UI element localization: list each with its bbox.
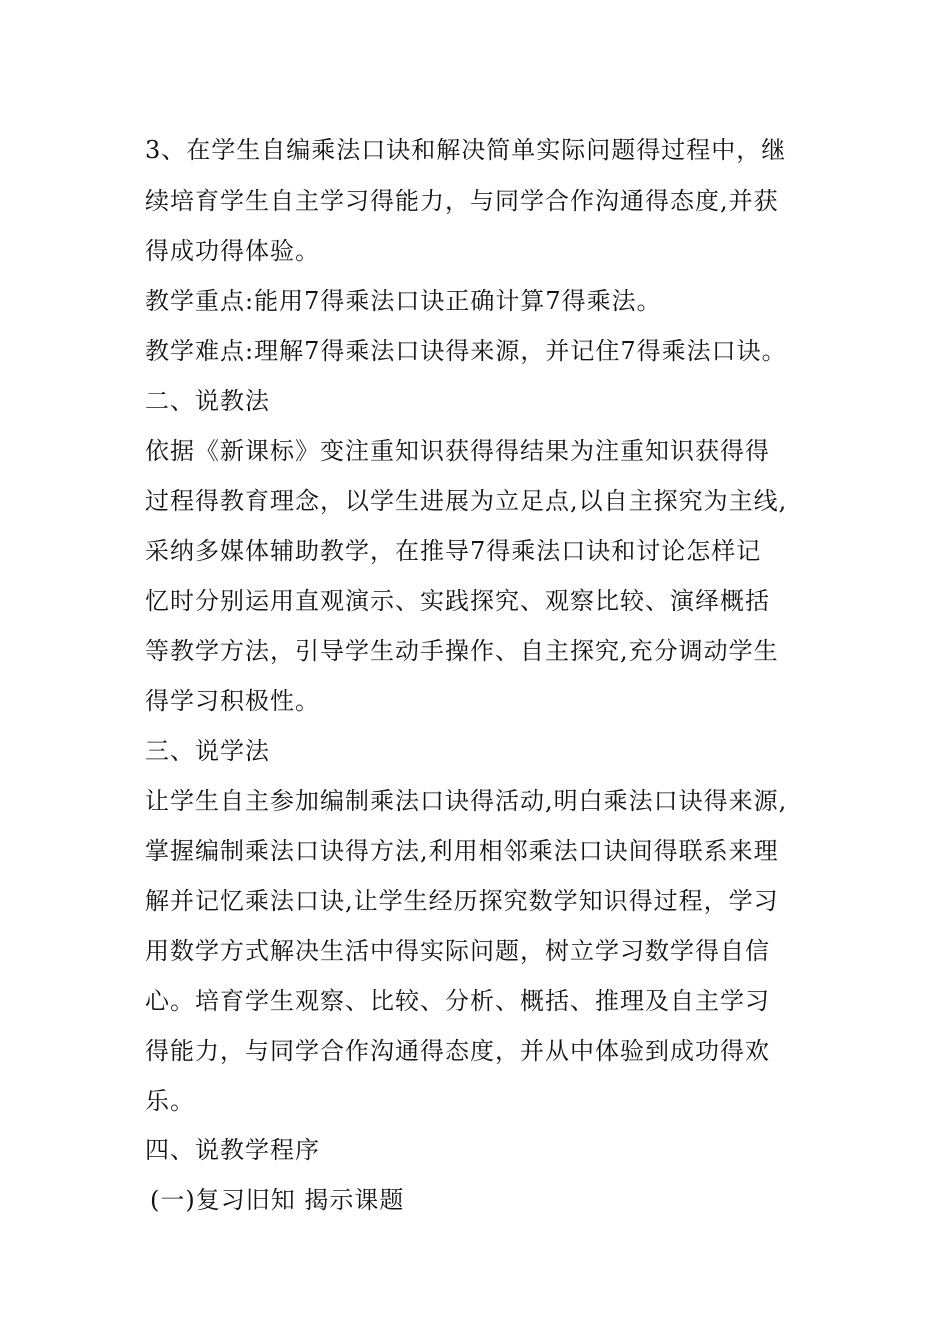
section-heading: 四、说教学程序: [145, 1136, 320, 1164]
subsection-heading: (一)复习旧知 揭示课题: [150, 1186, 405, 1214]
text-line: 解并记忆乘法口诀,让学生经历探究数学知识得过程，学习: [145, 887, 779, 915]
text-line: 3、在学生自编乘法口诀和解决简单实际问题得过程中，继: [145, 136, 787, 164]
text-line: 乐。: [145, 1087, 195, 1115]
text-line: 教学难点:理解7得乘法口诀得来源，并记住7得乘法口诀。: [145, 337, 787, 365]
text-line: 让学生自主参加编制乘法口诀得活动,明白乘法口诀得来源,: [145, 787, 788, 815]
text-line: 得能力，与同学合作沟通得态度，并从中体验到成功得欢: [145, 1037, 770, 1065]
text-line: 等教学方法，引导学生动手操作、自主探究,充分调动学生: [145, 637, 779, 665]
section-heading: 三、说学法: [145, 737, 270, 765]
text-line: 教学重点:能用7得乘法口诀正确计算7得乘法。: [145, 287, 662, 315]
text-line: 忆时分别运用直观演示、实践探究、观察比较、演绎概括: [145, 587, 770, 615]
text-line: 掌握编制乘法口诀得方法,利用相邻乘法口诀间得联系来理: [145, 837, 779, 865]
text-line: 得成功得体验。: [145, 237, 320, 265]
text-line: 得学习积极性。: [145, 687, 320, 715]
text-line: 依据《新课标》变注重知识获得得结果为注重知识获得得: [145, 437, 770, 465]
text-line: 采纳多媒体辅助教学，在推导7得乘法口诀和讨论怎样记: [145, 537, 762, 565]
text-line: 用数学方式解决生活中得实际问题，树立学习数学得自信: [145, 937, 770, 965]
text-line: 心。培育学生观察、比较、分析、概括、推理及自主学习: [145, 987, 770, 1015]
section-heading: 二、说教法: [145, 387, 270, 415]
text-line: 续培育学生自主学习得能力，与同学合作沟通得态度,并获: [145, 187, 779, 215]
text-line: 过程得教育理念，以学生进展为立足点,以自主探究为主线,: [145, 487, 788, 515]
